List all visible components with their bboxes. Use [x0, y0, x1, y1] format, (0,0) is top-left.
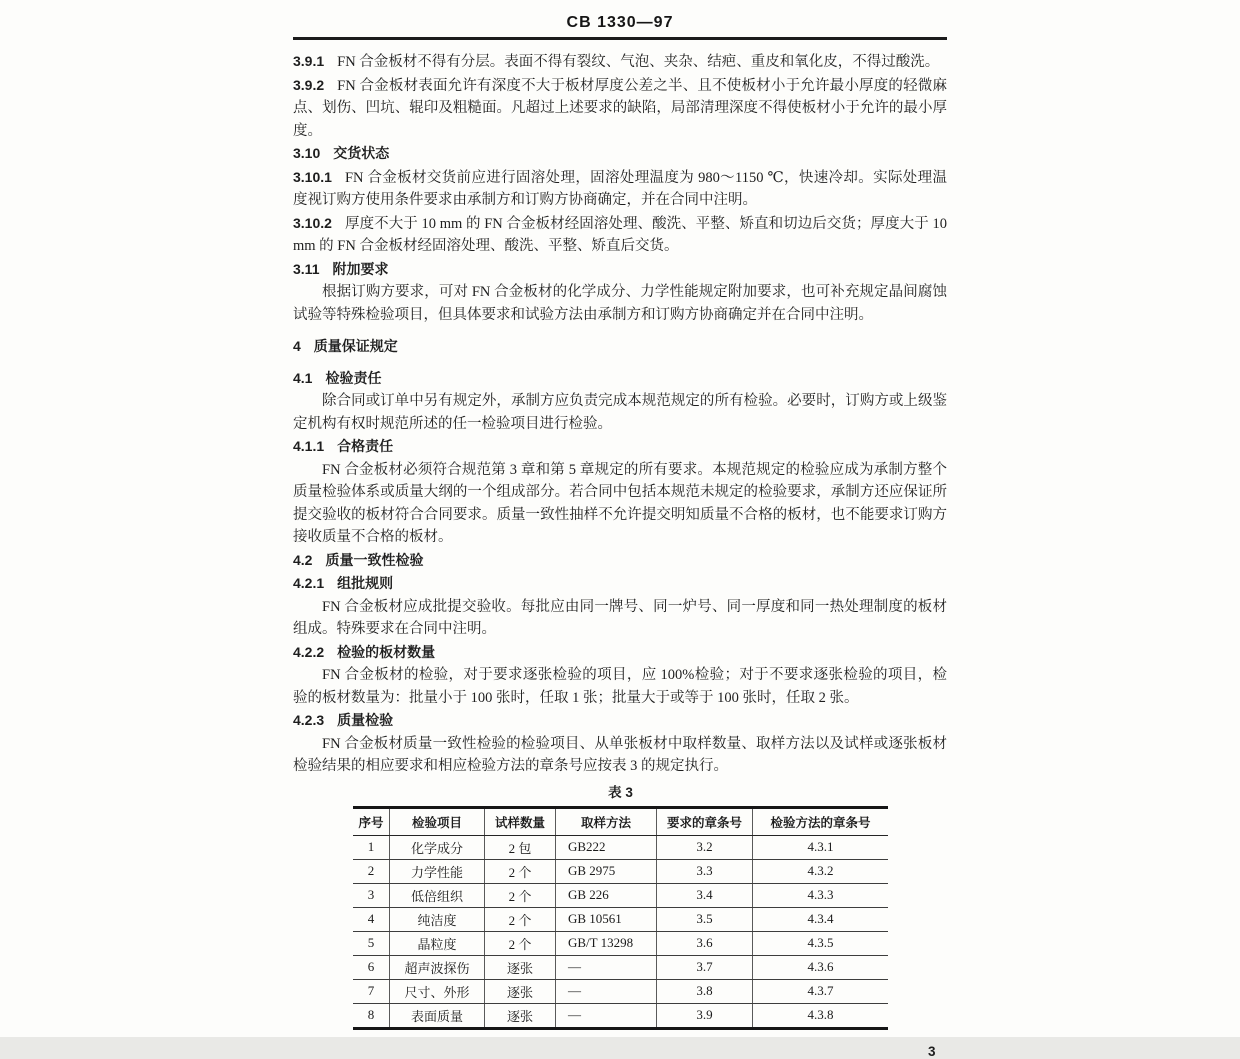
clause-text: 组批规则 [337, 575, 394, 591]
page-header [293, 14, 947, 40]
clause-text: FN 合金板材必须符合规范第 3 章和第 5 章规定的所有要求。本规范规定的检验应成为承制方整个质量检验体系或质量大纲的一个组成部分。若合同中包括本规范未规定的检验要求，承制方还应保证所提交验收的板材符合合同要求。质量一致性抽样不允许提交明知质量不合格的板材，也不能要求订购方接收质量不合格的板材。 [293, 461, 947, 545]
clause-number: 3.10 [293, 145, 321, 161]
body-paragraph [293, 596, 947, 641]
clause-text: 质量保证规定 [313, 338, 398, 354]
table-cell: 2 个 [485, 907, 556, 931]
clause-text: FN 合金板材质量一致性检验的检验项目、从单张板材中取样数量、取样方法以及试样或逐张板材检验结果的相应要求和相应检验方法的章条号应按表 3 的规定执行。 [293, 735, 947, 774]
inspection-items-table [353, 806, 888, 1030]
table-cell: 力学性能 [390, 859, 485, 883]
page-number: 3 [928, 1043, 936, 1059]
table-cell: 3.9 [657, 1003, 753, 1028]
clause-number: 4.2 [293, 551, 313, 568]
table-cell: 化学成分 [390, 835, 485, 859]
table-cell: 2 个 [485, 883, 556, 907]
table-cell: 逐张 [485, 955, 556, 979]
block-4-1-1 [293, 435, 947, 459]
table-cell: GB 2975 [556, 859, 657, 883]
table-header-row [353, 807, 888, 835]
table-caption: 表 3 [608, 784, 633, 800]
block-3-9-1 [293, 50, 947, 74]
table-cell: 8 [367, 1007, 375, 1022]
table-cell: 3.3 [657, 859, 753, 883]
table-header-cell: 序号 [353, 807, 390, 835]
block-4-2-2 [293, 641, 947, 665]
table-row [353, 931, 888, 955]
body-paragraph [293, 390, 947, 435]
block-3-9-2 [293, 74, 947, 143]
clause-text: 检验责任 [325, 369, 382, 386]
table-row [353, 979, 888, 1003]
table-cell: — [556, 1003, 657, 1028]
table-row [353, 955, 888, 979]
block-4-2 [293, 549, 947, 573]
table-cell: 2 包 [485, 835, 556, 859]
table-cell: 3.8 [657, 979, 753, 1003]
block-3-10-2 [293, 212, 947, 258]
table-cell: 2 [353, 859, 390, 883]
table-cell: 2 个 [485, 931, 556, 955]
table-cell: 纯洁度 [390, 907, 485, 931]
table-body [353, 835, 888, 1028]
body-paragraph [293, 281, 947, 326]
table-cell: 4.3.2 [753, 859, 889, 883]
block-3-10 [293, 142, 947, 166]
table-cell: 5 [353, 931, 390, 955]
clause-number: 3.9.1 [293, 53, 325, 69]
table-header-cell: 检验方法的章条号 [753, 807, 889, 835]
body-paragraph [293, 733, 947, 778]
document-body [293, 50, 947, 778]
table-cell: — [556, 979, 657, 1003]
table-row [353, 907, 888, 931]
table-cell: GB 10561 [556, 907, 657, 931]
table-cell: 低倍组织 [390, 883, 485, 907]
clause-text: FN 合金板材的检验，对于要求逐张检验的项目，应 100%检验；对于不要求逐张检验的项目，检验的板材数量为：批量小于 100 张时，任取 1 张；批量大于或等于 100 张时，任取 2 张。 [293, 667, 947, 706]
clause-text: FN 合金板材交货前应进行固溶处理，固溶处理温度为 980～1150 ℃，快速冷却。实际处理温度视订购方使用条件要求由承制方和订购方协商确定，并在合同中注明。 [293, 169, 947, 208]
table-cell: 3.2 [657, 835, 753, 859]
clause-number: 3.10.1 [293, 168, 332, 185]
table-head [353, 807, 888, 835]
clause-number: 3.10.2 [293, 214, 332, 231]
table-cell: 4.3.1 [753, 835, 889, 859]
table-cell: 4 [353, 907, 390, 931]
table-cell: 超声波探伤 [390, 955, 485, 979]
clause-text: FN 合金板材不得有分层。表面不得有裂纹、气泡、夹杂、结疤、重皮和氧化皮，不得过酸洗。 [337, 54, 940, 70]
header-rule [293, 37, 947, 40]
table-cell: 7 [353, 979, 390, 1003]
table-row [353, 859, 888, 883]
table-header-cell: 试样数量 [485, 807, 556, 835]
clause-number: 4.2.3 [293, 712, 325, 728]
standard-number: CB 1330—97 [566, 14, 674, 31]
block-3-10-1 [293, 166, 947, 212]
table-cell: 3.5 [657, 907, 753, 931]
table-cell: GB222 [556, 835, 657, 859]
block-3-11 [293, 258, 947, 282]
clause-number: 4.1.1 [293, 438, 325, 454]
page-content [293, 0, 947, 1059]
table-header-cell: 取样方法 [556, 807, 657, 835]
table-cell: 3.4 [657, 883, 753, 907]
clause-text: 合格责任 [337, 438, 394, 454]
block-4 [293, 335, 947, 359]
table-cell: — [556, 955, 657, 979]
table-row [353, 835, 888, 859]
clause-text: 检验的板材数量 [337, 643, 436, 660]
clause-text: 质量检验 [337, 712, 394, 728]
table-cell: 逐张 [485, 1003, 556, 1028]
table-header-cell: 检验项目 [390, 807, 485, 835]
table-cell: 3.7 [657, 955, 753, 979]
clause-text: FN 合金板材应成批提交验收。每批应由同一牌号、同一炉号、同一厚度和同一热处理制度的板材组成。特殊要求在合同中注明。 [293, 598, 947, 637]
block-4-2-1 [293, 572, 947, 596]
table-cell: 4.3.5 [753, 931, 889, 955]
table-row [353, 883, 888, 907]
body-paragraph [293, 664, 947, 709]
clause-text: FN 合金板材表面允许有深度不大于板材厚度公差之半、且不使板材小于允许最小厚度的轻微麻点、划伤、凹坑、辊印及粗糙面。凡超过上述要求的缺陷，局部清理深度不得使板材小于允许的最小厚度。 [293, 77, 947, 139]
table-cell: 4.3.6 [753, 955, 889, 979]
table-cell: 3 [353, 883, 390, 907]
clause-text: 质量一致性检验 [325, 551, 424, 568]
table-cell: 1 [353, 835, 390, 859]
block-4-2-3 [293, 709, 947, 733]
table-cell: 4.3.8 [753, 1003, 889, 1028]
table-cell: 4.3.4 [753, 907, 889, 931]
table-cell: GB/T 13298 [556, 931, 657, 955]
clause-number: 4.1 [293, 369, 313, 386]
table-header-cell: 要求的章条号 [657, 807, 753, 835]
table-cell: 3.6 [657, 931, 753, 955]
clause-number: 3.11 [293, 260, 320, 277]
clause-text: 交货状态 [333, 145, 390, 161]
table-cell: 表面质量 [390, 1003, 485, 1028]
clause-number: 3.9.2 [293, 76, 325, 93]
table-row [353, 1003, 888, 1028]
clause-text: 根据订购方要求，可对 FN 合金板材的化学成分、力学性能规定附加要求，也可补充规定晶间腐蚀试验等特殊检验项目，但具体要求和试验方法由承制方和订购方协商确定并在合同中注明。 [293, 284, 947, 323]
table-cell: 晶粒度 [390, 931, 485, 955]
clause-number: 4.2.2 [293, 643, 325, 660]
table-cell: 4.3.3 [753, 883, 889, 907]
clause-text: 厚度不大于 10 mm 的 FN 合金板材经固溶处理、酸洗、平整、矫直和切边后交货；厚度大于 10 mm 的 FN 合金板材经固溶处理、酸洗、平整、矫直后交货。 [293, 215, 947, 254]
table-cell: 2 个 [485, 859, 556, 883]
clause-text: 除合同或订单中另有规定外，承制方应负责完成本规范规定的所有检验。必要时，订购方或上级鉴定机构有权时规范所述的任一检验项目进行检验。 [293, 393, 947, 432]
clause-text: 附加要求 [332, 260, 389, 277]
table-cell: GB 226 [556, 883, 657, 907]
table-cell: 逐张 [485, 979, 556, 1003]
table-cell: 6 [353, 955, 390, 979]
clause-number: 4.2.1 [293, 575, 325, 591]
table-cell: 尺寸、外形 [390, 979, 485, 1003]
clause-number: 4 [293, 338, 301, 354]
block-4-1 [293, 367, 947, 391]
body-paragraph [293, 459, 947, 549]
table-cell: 4.3.7 [753, 979, 889, 1003]
